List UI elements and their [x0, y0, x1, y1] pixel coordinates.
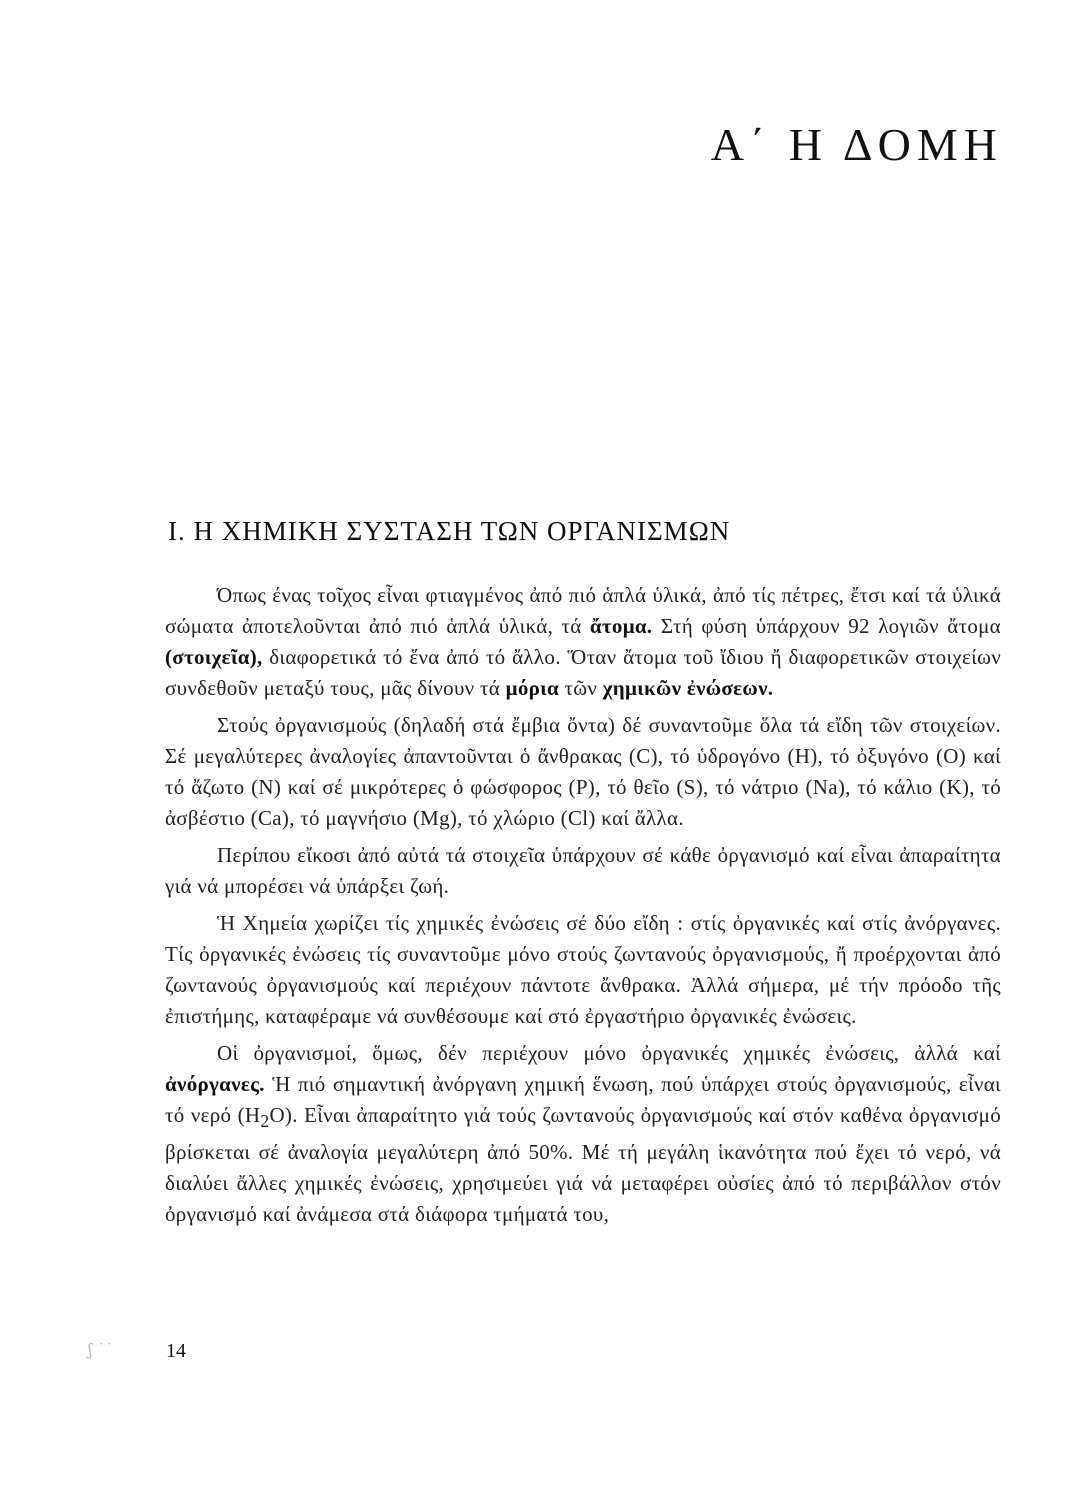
chapter-title: Ι. Η ΧΗΜΙΚΗ ΣΥΣΤΑΣΗ ΤΩΝ ΟΡΓΑΝΙΣΜΩΝ	[168, 516, 731, 546]
p1-text-d: διαφορετικά τό ἕνα ἀπό τό ἄλλο. Ὅταν ἄτομα τοῦ ἴδιου ἤ διαφορετικῶν στοιχείων συνδεθοῦν μεταξύ τους, μᾶς δίνουν τά	[165, 645, 1001, 700]
p5-subscript: 2	[260, 1111, 270, 1132]
p1-bold-atoms: ἄτομα.	[589, 614, 653, 638]
p1-bold-elements: (στοιχεῖα),	[165, 645, 263, 669]
paragraph-2: Στούς ὀργανισμούς (δηλαδή στά ἔμβια ὄντα) δέ συναντοῦμε ὅλα τά εἴδη τῶν στοιχείων. Σέ μεγαλύτερες ἀναλογίες ἀπαντοῦνται ὁ ἄνθρακας (C), τό ὑδρογόνο (H), τό ὀξυγόνο (O) καί τό ἄζωτο (N) καί σέ μικρότερες ὁ φώσφορος (P), τό θεῖο (S), τό νάτριο (Na), τό κάλιο (K), τό ἀσβέστιο (Ca), τό μαγνήσιο (Mg), τό χλώριο (Cl) καί ἄλλα.	[165, 713, 1001, 830]
paragraph-4: Ἡ Χημεία χωρίζει τίς χημικές ἐνώσεις σέ δύο εἴδη : στίς ὀργανικές καί στίς ἀνόργανες. Τίς ὀργανικές ἐνώσεις τίς συναντοῦμε μόνο στούς ζωντανούς ὀργανισμούς, ἤ προέρχονται ἀπό ζωντανούς ὀργανισμούς καί περιέχουν πάντοτε ἄνθρακα. Ἀλλά σήμερα, μέ τήν πρόοδο τῆς ἐπιστήμης, καταφέραμε νά συνθέσουμε καί στό ἐργαστήριο ὀργανικές ἐνώσεις.	[165, 911, 1001, 1028]
p1-bold-compounds: χημικῶν ἐνώσεων.	[602, 676, 774, 700]
paragraph-1	[165, 580, 1001, 704]
p1-text-c: Στή φύση ὑπάρχουν 92 λογιῶν ἄτομα	[652, 614, 1001, 638]
p5-text-c: Ἡ πιό σημαντική ἀνόργανη χημική ἕνωση, πού ὑπάρχει στούς ὀργανισμούς, εἶναι τό νερό (H	[165, 1072, 1001, 1127]
body-text	[165, 580, 1001, 1236]
part-title: Α΄ Η ΔΟΜΗ	[710, 119, 1003, 170]
p1-bold-molecules: μόρια	[505, 676, 559, 700]
p1-text-a: Όπως ένας τοῖχος εἶναι φτιαγμένος ἀπό πιό ἁπλά ὑλικά, ἀπό τίς πέτρες, ἔτσι καί τά ὑλικά σώματα ἀποτελοῦνται ἀπό πιό ἁπλά ὑλικά, τά	[165, 583, 1001, 638]
p5-bold-inorganic: ἀνόργανες.	[165, 1072, 265, 1096]
paragraph-5	[165, 1038, 1001, 1230]
paragraph-3: Περίπου εἴκοσι ἀπό αὐτά τά στοιχεῖα ὑπάρχουν σέ κάθε ὀργανισμό καί εἶναι ἀπαραίτητα γιά νά μπορέσει νά ὑπάρξει ζωή.	[165, 843, 1001, 898]
page-number: 14	[166, 1340, 186, 1362]
p1-text-e: τῶν	[558, 676, 603, 700]
margin-mark: ʃ ˙˙	[88, 1340, 114, 1359]
p5-text-d: O). Εἶναι ἀπαραίτητο γιά τούς ζωντανούς ὀργανισμούς καί στόν καθένα ὀργανισμό βρίσκεται σέ ἀναλογία μεγαλύτερη ἀπό 50%. Μέ τή μεγάλη ἱκανότητα πού ἔχει τό νερό, νά διαλύει ἄλλες χημικές ἐνώσεις, χρησιμεύει γιά νά μεταφέρει οὐσίες ἀπό τό περιβάλλον στόν ὀργανισμό καί ἀνάμεσα στά διάφορα τμήματά του,	[165, 1103, 1002, 1227]
p5-text-a: Οἱ ὀργανισμοί, ὅμως, δέν περιέχουν μόνο ὀργανικές χημικές ἐνώσεις, ἀλλά καί	[217, 1041, 1001, 1065]
